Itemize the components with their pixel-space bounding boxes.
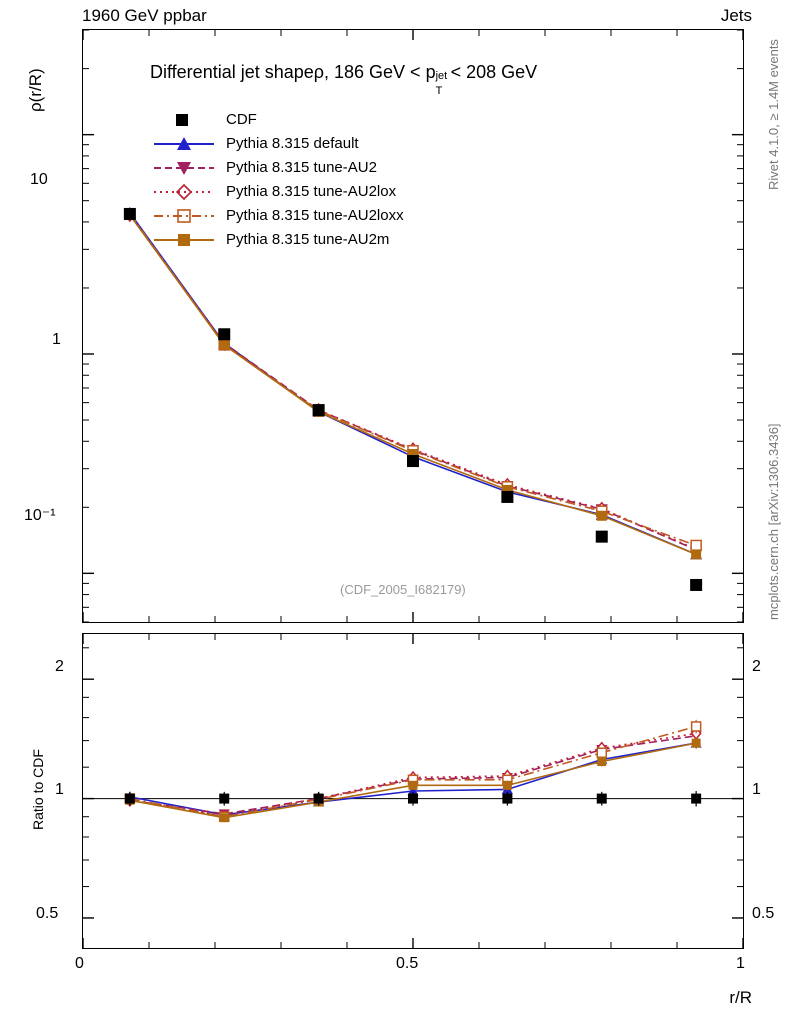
rivet-version-label: Rivet 4.1.0, ≥ 1.4M events [766,39,781,190]
x-axis-label: r/R [729,988,752,1007]
title-main: Differential jet shapeρ, 186 GeV < p [150,62,436,82]
legend-item [152,108,452,132]
legend-label: Pythia 8.315 tune-AU2loxx [226,207,404,224]
title-tail: < 208 GeV [445,62,538,82]
ytick-main-1: 1 [52,331,61,348]
legend [152,108,452,252]
legend-item [152,228,452,252]
legend-symbol-au2lox [152,180,216,204]
legend-symbol-au2m [152,228,216,252]
legend-symbol-au2loxx [152,204,216,228]
ratio-plot-frame [82,633,744,949]
xtick-0: 0 [75,955,84,972]
ytick-ratio-2-left: 2 [55,658,64,675]
legend-item [152,156,452,180]
mcplots-credit-label: mcplots.cern.ch [arXiv:1306.3436] [766,423,781,620]
ytick-main-10: 10 [30,171,48,188]
legend-item [152,204,452,228]
ytick-ratio-0p5-right: 0.5 [752,905,775,922]
ytick-ratio-1-right: 1 [752,781,761,798]
xtick-0p5: 0.5 [396,955,419,972]
title-subscript: T [435,85,443,97]
legend-label: Pythia 8.315 tune-AU2m [226,231,390,248]
legend-label: Pythia 8.315 default [226,135,359,152]
ytick-ratio-1-left: 1 [55,781,64,798]
y-axis-label-ratio: Ratio to CDF [30,749,46,830]
legend-item [152,180,452,204]
title-superscript: jet [435,70,448,82]
ytick-ratio-2-right: 2 [752,658,761,675]
legend-label: Pythia 8.315 tune-AU2lox [226,183,397,200]
y-axis-label-main: ρ(r/R) [26,68,45,112]
legend-item [152,132,452,156]
header-right-label: Jets [720,6,752,25]
ytick-main-0p1: 10⁻¹ [24,507,56,524]
header-left-label: 1960 GeV ppbar [82,6,207,25]
legend-symbol-default [152,132,216,156]
legend-symbol-au2 [152,156,216,180]
legend-label: CDF [226,111,257,128]
analysis-id-watermark: (CDF_2005_I682179) [340,582,466,597]
page-title [150,62,538,97]
ytick-ratio-0p5-left: 0.5 [36,905,59,922]
legend-label: Pythia 8.315 tune-AU2 [226,159,377,176]
xtick-1: 1 [736,955,745,972]
legend-symbol-cdf [152,108,216,132]
